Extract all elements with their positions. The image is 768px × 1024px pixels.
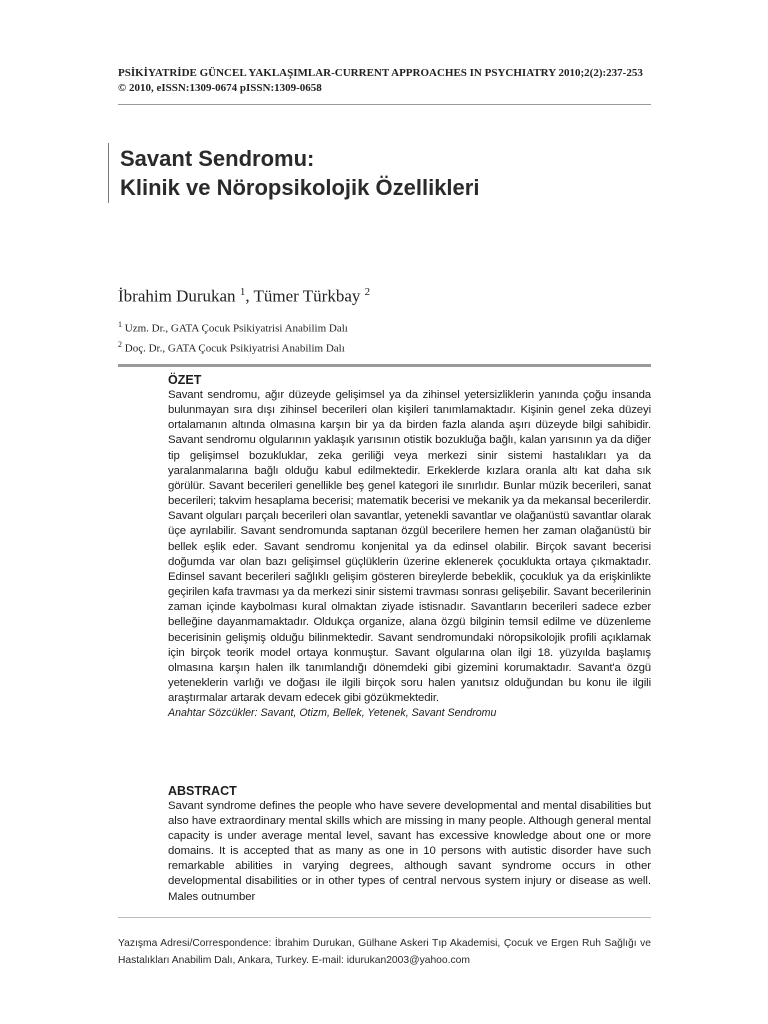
journal-citation: PSİKİYATRİDE GÜNCEL YAKLAŞIMLAR-CURRENT APPROACHES IN PSYCHIATRY 2010;2(2):237-253 xyxy=(118,67,643,79)
title-line-2: Klinik ve Nöropsikolojik Özellikleri xyxy=(120,175,480,200)
article-title xyxy=(120,144,660,202)
title-accent-bar xyxy=(108,143,109,203)
author-affiliation-ref: 2 xyxy=(364,286,371,298)
title-line-1: Savant Sendromu: xyxy=(120,146,315,171)
author-name: Tümer Türkbay xyxy=(253,286,361,306)
affiliation-text: Uzm. Dr., GATA Çocuk Psikiyatrisi Anabilim Dalı xyxy=(124,322,348,335)
abstract-body: Savant syndrome defines the people who have severe developmental and mental disabilities but also have extraordinary mental skills which are missing in many people. Although general mental capacity is under average mental level, savant has excessive knowledge about one or more domains. It is accepted that as many as one in 10 persons with autistic disorder have such remarkable abilities in varying degrees, although savant syndrome occurs in other developmental disabilities or in other types of central nervous system injury or disease as well. Males outnumber xyxy=(168,800,651,903)
ozet-body: Savant sendromu, ağır düzeyde gelişimsel ya da zihinsel yetersizliklerin yanında çoğu insanda bulunmayan sıra dışı zihinsel becerileri olan kişileri tanımlamaktadır. Kişinin genel zeka düzeyi ortalamanın altında olmasına karşın bir ya da birden fazla alanda aşırı düzeyde bilgi sahibidir. Savant sendromu olgularının yaklaşık yarısının otistik bozukluğa bağlı, kalan yarısının ya da diğer tip gelişimsel bozukluklar, zeka geriliği veya merkezi sinir sistemi hastalıkları ya da yaralanmalarına bağlı olduğu kabul edilmektedir. Erkeklerde kızlara oranla altı kat daha sık görülür. Savant becerileri genellikle beş genel kategori ile sınırlıdır. Bunlar müzik becerileri, sanat becerileri; takvim hesaplama becerisi; matematik becerisi ve mekanik ya da mekansal becerilerdir. Savant olguları parçalı becerileri olan savantlar, yetenekli savantlar ve olağanüstü savantlar olarak üçe ayrılabilir. Savant sendromunda saptanan özgül becerilere hemen her zaman olağanüstü bir bellek eşlik eder. Savant sendromu konjenital ya da edinsel olabilir. Birçok savant becerisi doğumda var olan bazı gelişimsel güçlüklerin üzerine eklenerek çocuklukta ortaya çıkmaktadır. Edinsel savant becerileri sağlıklı gelişim gösteren bireylerde bebeklik, çocukluk ya da erişkinlikte geçirilen kafa travması ya da merkezi sinir sistemi travması sonrası gelişebilir. Savant becerilerinin zaman içinde kaybolması kural olmaktan ziyade istisnadır. Savantların becerileri sadece ezber belleğine dayanmamaktadır. Oldukça organize, alana özgü bilginin temsil edilme ve düzenleme becerisinin gelişmiş olduğu bilinmektedir. Savant sendromundaki nöropsikolojik profili açıklamak için birçok teorik model ortaya konmuştur. Savant olgularına olan ilgi 18. yüzyılda başlamış olmasına karşın halen ilk tanımlandığı dönemdeki gibi gizemini korumaktadır. Savant'a özgü yeteneklerin varlığı ve doğası ile ilgili birçok soru halen yanıtsız olduğundan bu konu ile ilgili araştırmalar artarak devam edecek gibi gözükmektedir. xyxy=(168,389,651,705)
author-separator: , xyxy=(245,286,254,306)
affiliation-item xyxy=(118,337,658,357)
correspondence-note: Yazışma Adresi/Correspondence: İbrahim Durukan, Gülhane Askeri Tıp Akademisi, Çocuk ve Ergen Ruh Sağlığı ve Hastalıkları Anabilim Dalı, Ankara, Turkey. E-mail: idurukan2003@yahoo.com xyxy=(118,938,651,966)
author-list xyxy=(118,281,658,308)
affiliation-ref: 1 xyxy=(118,320,122,329)
ozet-heading: ÖZET xyxy=(168,373,202,387)
affiliation-item xyxy=(118,317,658,337)
author-name: İbrahim Durukan xyxy=(118,286,236,306)
abstract-divider xyxy=(118,364,651,367)
abstract-heading: ABSTRACT xyxy=(168,784,237,798)
author-affiliation-ref: 1 xyxy=(239,286,246,298)
footer-divider xyxy=(118,917,651,918)
journal-header xyxy=(118,66,658,96)
ozet-keywords: Anahtar Sözcükler: Savant, Otizm, Bellek, Yetenek, Savant Sendromu xyxy=(168,707,497,720)
affiliation-ref: 2 xyxy=(118,339,122,349)
abstract-section xyxy=(168,784,651,905)
ozet-section xyxy=(168,373,651,720)
header-divider xyxy=(118,104,651,105)
affiliation-list xyxy=(118,317,658,356)
affiliation-text: Doç. Dr., GATA Çocuk Psikiyatrisi Anabilim Dalı xyxy=(124,342,345,355)
journal-issn: © 2010, eISSN:1309-0674 pISSN:1309-0658 xyxy=(118,82,322,94)
